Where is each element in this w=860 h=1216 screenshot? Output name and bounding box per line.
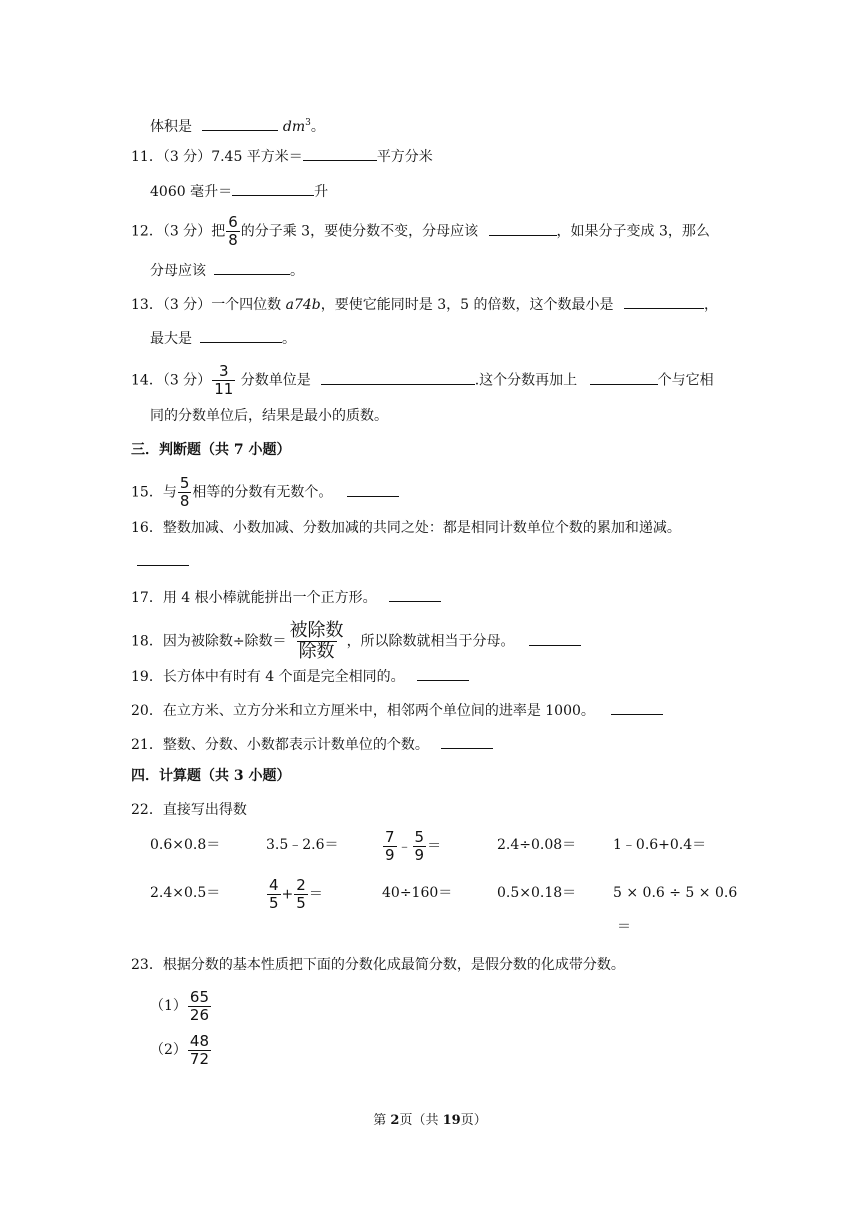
question-12-line2: 分母应该 。	[150, 260, 304, 280]
question-12: 12．（3 分）把 $\frac{6}{8}$ 的分子乘 3，要使分数不变，分母应该 ，如果分子变成 3，那么	[131, 213, 710, 249]
page-footer: 第 2页（共 19页）	[373, 1113, 487, 1128]
question-14-line2: 同的分数单位后，结果是最小的质数。	[150, 408, 388, 424]
question-17: 17．用 4 根小棒就能拼出一个正方形。	[131, 587, 441, 607]
question-16-line2	[137, 551, 189, 571]
fraction: $\frac{3}{11}$	[214, 362, 234, 398]
question-23: 23．根据分数的基本性质把下面的分数化成最简分数，是假分数的化成带分数。	[131, 957, 625, 973]
section-heading: 四．计算题（共 3 小题）	[131, 768, 291, 784]
fraction: $\frac{6}{8}$	[228, 213, 238, 249]
answer-blank[interactable]	[611, 700, 663, 715]
question-22: 22．直接写出得数	[131, 802, 247, 818]
fraction: $\frac{5}{8}$	[179, 474, 190, 510]
answer-blank[interactable]	[441, 734, 493, 749]
answer-blank[interactable]	[321, 370, 475, 385]
q23-item-1: （1） $\frac{65}{26}$	[150, 987, 210, 1024]
answer-blank[interactable]	[347, 482, 399, 497]
calc-item: 3.5﹣2.6＝	[266, 837, 339, 853]
calc-item: 5 × 0.6 ÷ 5 × 0.6	[613, 885, 738, 901]
question-15: 15．与 $\frac{5}{8}$ 相等的分数有无数个。	[131, 476, 399, 509]
answer-blank[interactable]	[232, 181, 314, 196]
answer-blank[interactable]	[590, 370, 658, 385]
question-11-line2: 4060 毫升＝ 升	[150, 181, 328, 201]
answer-blank[interactable]	[389, 587, 441, 602]
answer-blank[interactable]	[624, 294, 704, 309]
calc-item: 2.4÷0.08＝	[497, 837, 577, 853]
section-heading: 三．判断题（共 7 小题）	[131, 442, 291, 458]
answer-blank[interactable]	[200, 328, 282, 343]
calc-item-equals: ＝	[617, 919, 631, 935]
answer-blank[interactable]	[137, 551, 189, 566]
calc-item: 1﹣0.6+0.4＝	[613, 837, 707, 853]
q10-continuation: 体积是 $dm^3$。	[150, 118, 325, 135]
answer-blank[interactable]	[529, 631, 581, 646]
answer-blank[interactable]	[489, 221, 557, 236]
fraction: 被除数 除数	[289, 620, 344, 662]
question-16: 16．整数加减、小数加减、分数加减的共同之处：都是相同计数单位个数的累加和递减。	[131, 520, 681, 536]
calc-item: 0.6×0.8＝	[150, 837, 221, 853]
calc-item: $\frac{4}{5}$ + $\frac{2}{5}$ ＝	[269, 876, 323, 912]
question-21: 21．整数、分数、小数都表示计数单位的个数。	[131, 734, 493, 754]
question-20: 20．在立方米、立方分米和立方厘米中，相邻两个单位间的进率是 1000。	[131, 700, 663, 720]
question-14: 14．（3 分） $\frac{3}{11}$ 分数单位是 .这个分数再加上 个与它相	[131, 362, 714, 398]
answer-blank[interactable]	[214, 260, 290, 275]
q23-item-2: （2） $\frac{48}{72}$	[150, 1031, 210, 1068]
calc-item: 0.5×0.18＝	[497, 885, 577, 901]
calc-item: 2.4×0.5＝	[150, 885, 221, 901]
answer-blank[interactable]	[202, 116, 278, 131]
answer-blank[interactable]	[303, 146, 377, 161]
question-13: 13．（3 分）一个四位数 a74b，要使它能同时是 3，5 的倍数，这个数最小是 ，	[131, 294, 718, 314]
calc-item: 40÷160＝	[382, 885, 453, 901]
question-13-line2: 最大是 。	[150, 328, 296, 348]
calc-item: $\frac{7}{9}$ ﹣ $\frac{5}{9}$ ＝	[385, 828, 442, 864]
answer-blank[interactable]	[417, 666, 469, 681]
question-19: 19．长方体中有时有 4 个面是完全相同的。	[131, 666, 469, 686]
question-11: 11．（3 分）7.45 平方米＝ 平方分米	[131, 146, 433, 166]
question-18: 18．因为被除数÷除数＝ 被除数 除数 ，所以除数就相当于分母。	[131, 622, 581, 661]
